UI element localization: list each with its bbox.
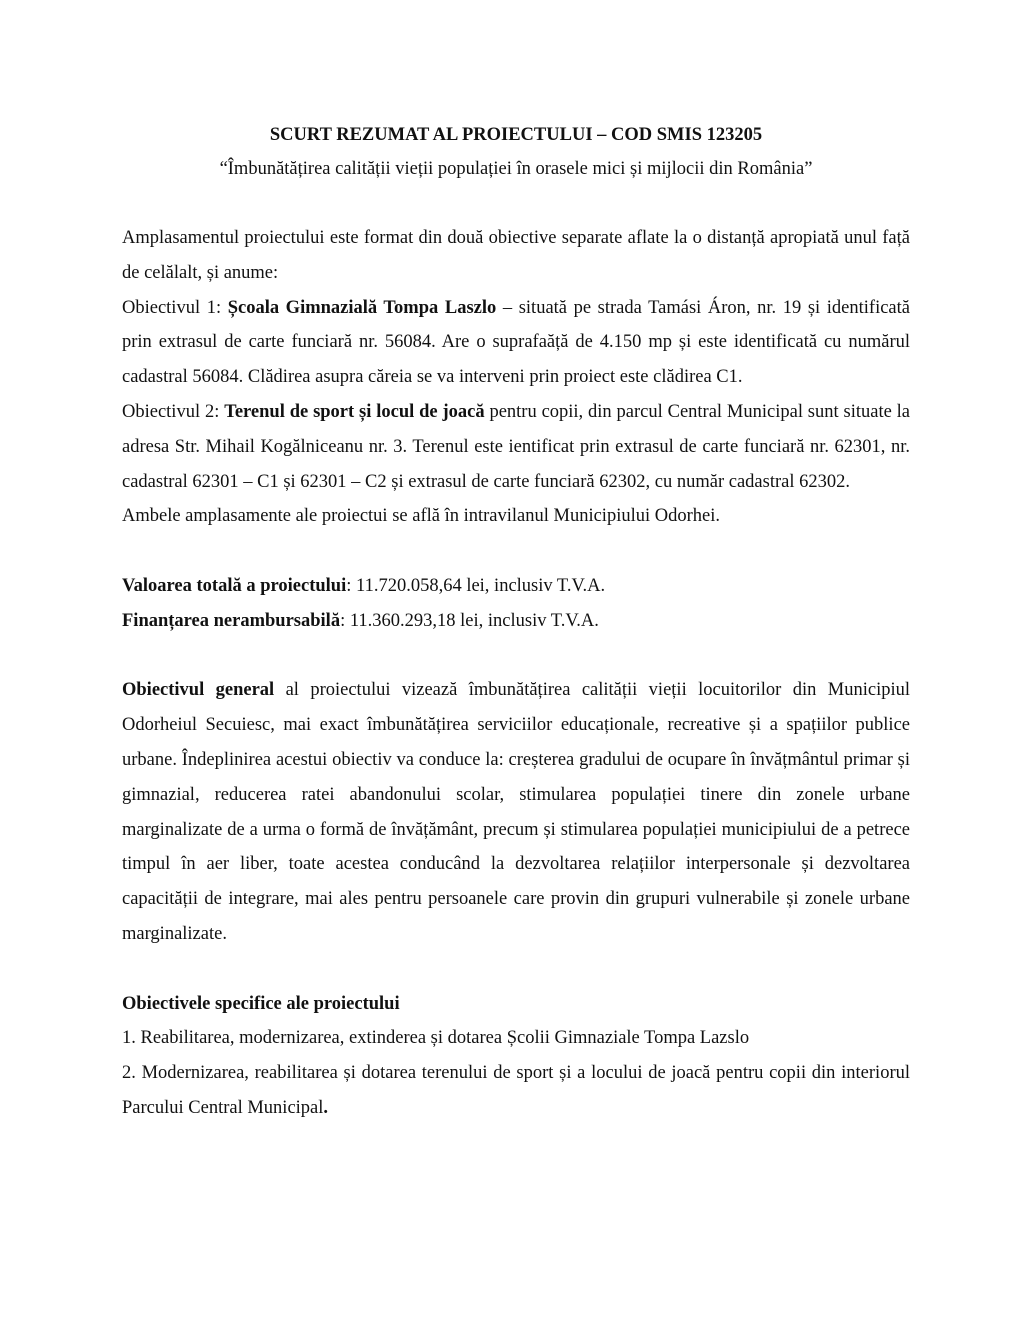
grant-value-label: Finanțarea nerambursabilă xyxy=(122,610,341,631)
objective-2-prefix: Obiectivul 2: xyxy=(122,401,225,422)
objective-1-prefix: Obiectivul 1: xyxy=(122,297,228,318)
total-value-line xyxy=(122,569,910,604)
specific-objectives-heading-text: Obiectivele specifice ale proiectului xyxy=(122,993,400,1014)
objective-1-text: – situată pe strada Tamási Áron, nr. 19 și identificată prin extrasul de carte funciară nr. 56084. Are o suprafaăță de 4.150 mp și este identificată cu numărul cadastral 56084. Clădirea asupra căreia se va interveni prin proiect este clădirea C1. xyxy=(122,297,910,388)
locations-summary: Ambele amplasamente ale proiectui se află în intravilanul Municipiului Odorhei. xyxy=(122,506,720,527)
general-objective-text: al proiectului vizează îmbunătățirea calității vieții locuitorilor din Municipiul Odorheiul Secuiesc, mai exact îmbunătățirea serviciilor educaționale, recreative și a spațiilor publice urbane. Îndeplinirea acestui obiectiv va conduce la: creșterea gradului de ocupare în învățmântul primar și gimnazial, reducerea ratei abandonului scolar, stimularea populației tinere din zonele urbane marginalizate de a urma o formă de învățământ, precum și stimularea populației municipiului de a petrece timpul în aer liber, toate acestea conducând la dezvoltarea relațiilor interpersonale și dezvoltarea capacității de integrare, mai ales pentru persoanele care provin din grupuri vulnerabile și zonele urbane marginalizate. xyxy=(122,680,910,944)
spacer xyxy=(122,534,910,569)
document-subtitle: “Îmbunătățirea calității vieții populației în orasele mici și mijlocii din România” xyxy=(219,159,813,179)
total-value-amount: : 11.720.058,64 lei, inclusiv T.V.A. xyxy=(346,575,606,596)
specific-objective-2-text: 2. Modernizarea, reabilitarea și dotarea terenului de sport și a locului de joacă pentru copii din interiorul Parcului Central Municipal xyxy=(122,1063,910,1118)
location-intro: Amplasamentul proiectului este format din două obiective separate aflate la o distanță apropiată unul față de celălalt, și anume: xyxy=(122,228,910,283)
general-objective-paragraph xyxy=(122,673,910,951)
specific-objective-1: 1. Reabilitarea, modernizarea, extinderea și dotarea Școlii Gimnaziale Tompa Lazslo xyxy=(122,1028,750,1049)
spacer xyxy=(122,639,910,674)
total-value-label: Valoarea totală a proiectului xyxy=(122,575,347,596)
grant-value-line xyxy=(122,604,910,639)
specific-objective-2 xyxy=(122,1056,910,1126)
objective-2-text: pentru copii, din parcul Central Municipal sunt situate la adresa Str. Mihail Kogălniceanu nr. 3. Terenul este ientificat prin extrasul de carte funciară nr. 62301, nr. cadastral 62301 – C1 și 62301 – C2 și extrasul de carte funciară 62302, cu număr cadastral 62302. xyxy=(122,401,911,492)
objective-2-paragraph xyxy=(122,395,910,499)
objective-2-name: Terenul de sport și locul de joacă xyxy=(224,401,485,422)
grant-value-amount: : 11.360.293,18 lei, inclusiv T.V.A. xyxy=(340,610,599,631)
specific-objective-2-end: . xyxy=(323,1097,329,1118)
spacer xyxy=(122,952,910,987)
specific-objectives-heading xyxy=(122,987,910,1022)
document-page xyxy=(122,118,910,1126)
objective-1-name: Școala Gimnazială Tompa Laszlo xyxy=(227,297,497,318)
document-title: SCURT REZUMAT AL PROIECTULUI – COD SMIS 123205 xyxy=(269,125,763,145)
general-objective-label: Obiectivul general xyxy=(122,680,275,701)
objective-1-paragraph xyxy=(122,291,910,395)
